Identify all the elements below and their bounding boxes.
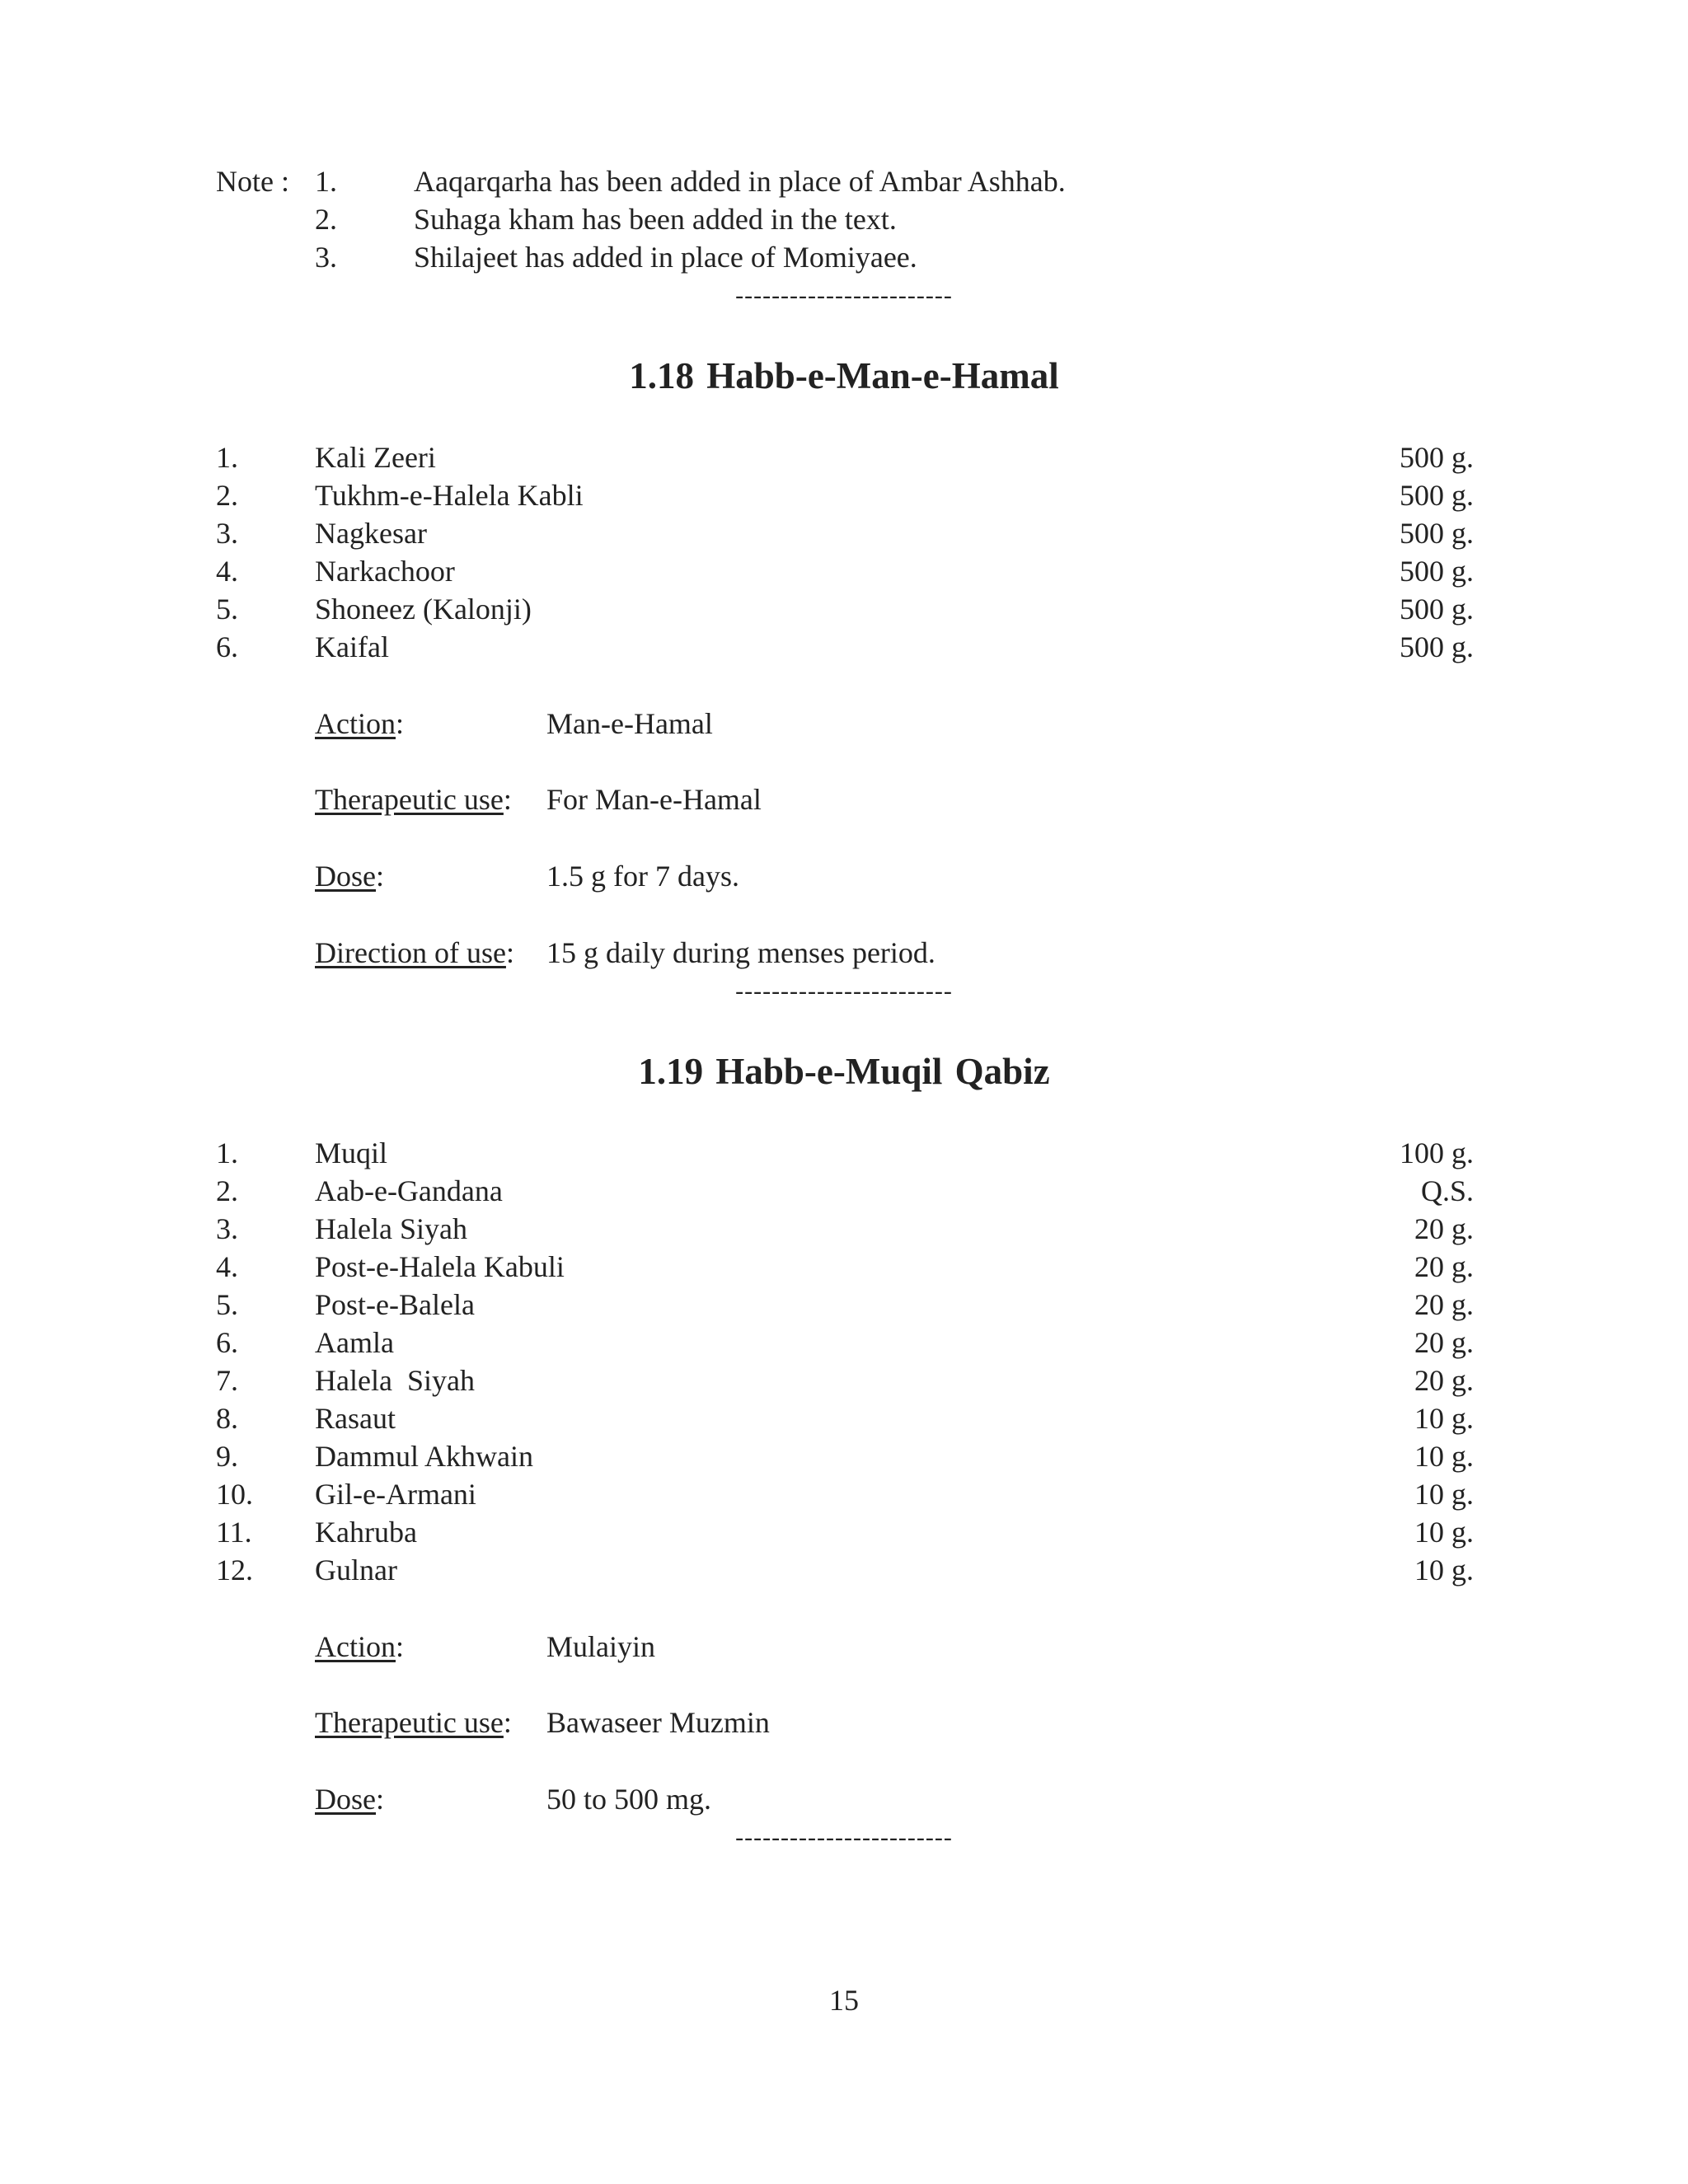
- property-label: Therapeutic use:: [315, 1706, 512, 1739]
- page-number: 15: [829, 1984, 859, 2017]
- property-value: 15 g daily during menses period.: [546, 936, 935, 969]
- ingredient-name: Post-e-Halela Kabuli: [315, 1250, 565, 1283]
- ingredient-row: [0, 1248, 1688, 1286]
- ingredient-row: [0, 1286, 1688, 1324]
- ingredient-quantity: 10 g.: [1414, 1440, 1474, 1473]
- ingredient-row: [0, 1399, 1688, 1437]
- property-row-dose: [0, 1780, 1688, 1818]
- ingredient-quantity: 10 g.: [1414, 1554, 1474, 1586]
- ingredient-name: Muqil: [315, 1137, 388, 1169]
- property-value: Mulaiyin: [546, 1630, 655, 1663]
- ingredient-number: 2.: [216, 1174, 238, 1207]
- ingredient-number: 5.: [216, 1288, 238, 1321]
- ingredient-row: [0, 476, 1688, 514]
- ingredient-quantity: 10 g.: [1414, 1478, 1474, 1511]
- ingredient-quantity: 500 g.: [1400, 441, 1474, 474]
- ingredient-quantity: 500 g.: [1400, 555, 1474, 588]
- note-item-text: Shilajeet has added in place of Momiyaee.: [414, 241, 917, 274]
- ingredient-name: Kahruba: [315, 1516, 417, 1549]
- ingredient-row: [0, 514, 1688, 552]
- ingredient-row: [0, 1324, 1688, 1361]
- ingredient-row: [0, 1210, 1688, 1248]
- ingredient-name: Nagkesar: [315, 517, 427, 550]
- ingredient-name: Halela Siyah: [315, 1212, 467, 1245]
- note-item-number: 3.: [315, 241, 337, 274]
- section-separator: ------------------------: [735, 977, 953, 1005]
- property-value: 50 to 500 mg.: [546, 1783, 712, 1816]
- ingredient-row: [0, 590, 1688, 628]
- ingredient-number: 1.: [216, 441, 238, 474]
- ingredient-number: 7.: [216, 1364, 238, 1397]
- section-separator: ------------------------: [735, 1824, 953, 1851]
- ingredient-quantity: 100 g.: [1400, 1137, 1474, 1169]
- ingredient-quantity: 500 g.: [1400, 517, 1474, 550]
- ingredient-row: [0, 552, 1688, 590]
- ingredient-quantity: 20 g.: [1414, 1288, 1474, 1321]
- note-item-number: 2.: [315, 203, 337, 236]
- ingredient-quantity: 500 g.: [1400, 630, 1474, 663]
- property-row-dose: [0, 857, 1688, 895]
- property-label: Direction of use:: [315, 936, 514, 969]
- property-row-therapeutic-use: [0, 780, 1688, 818]
- ingredient-name: Narkachoor: [315, 555, 455, 588]
- ingredient-name: Gil-e-Armani: [315, 1478, 476, 1511]
- ingredient-number: 6.: [216, 1326, 238, 1359]
- property-value: For Man-e-Hamal: [546, 783, 762, 816]
- ingredient-row: [0, 1475, 1688, 1513]
- note-item-text: Aaqarqarha has been added in place of Ambar Ashhab.: [414, 165, 1066, 198]
- ingredient-number: 8.: [216, 1402, 238, 1435]
- ingredient-name: Aab-e-Gandana: [315, 1174, 503, 1207]
- ingredient-name: Rasaut: [315, 1402, 396, 1435]
- property-label: Action:: [315, 1630, 404, 1663]
- ingredient-quantity: 20 g.: [1414, 1212, 1474, 1245]
- section-title: 1.19 Habb-e-Muqil Qabiz: [638, 1051, 1050, 1092]
- ingredient-number: 4.: [216, 1250, 238, 1283]
- property-row-action: [0, 1628, 1688, 1666]
- note-item-text: Suhaga kham has been added in the text.: [414, 203, 897, 236]
- ingredient-name: Gulnar: [315, 1554, 397, 1586]
- property-label: Action:: [315, 707, 404, 740]
- ingredient-quantity: 10 g.: [1414, 1516, 1474, 1549]
- property-row-therapeutic-use: [0, 1704, 1688, 1741]
- property-value: Man-e-Hamal: [546, 707, 713, 740]
- ingredient-number: 9.: [216, 1440, 238, 1473]
- ingredient-row: [0, 1361, 1688, 1399]
- property-label: Dose:: [315, 860, 385, 893]
- ingredient-name: Kali Zeeri: [315, 441, 436, 474]
- ingredient-row: [0, 628, 1688, 666]
- ingredient-quantity: Q.S.: [1420, 1174, 1474, 1207]
- ingredient-quantity: 20 g.: [1414, 1364, 1474, 1397]
- ingredient-quantity: 20 g.: [1414, 1250, 1474, 1283]
- ingredient-quantity: 10 g.: [1414, 1402, 1474, 1435]
- ingredient-name: Shoneez (Kalonji): [315, 593, 532, 626]
- ingredient-number: 1.: [216, 1137, 238, 1169]
- ingredient-name: Post-e-Balela: [315, 1288, 475, 1321]
- ingredient-number: 5.: [216, 593, 238, 626]
- ingredient-number: 10.: [216, 1478, 253, 1511]
- note-label: Note :: [216, 165, 289, 198]
- ingredient-row: [0, 1134, 1688, 1172]
- property-value: 1.5 g for 7 days.: [546, 860, 739, 893]
- ingredient-quantity: 20 g.: [1414, 1326, 1474, 1359]
- ingredient-number: 3.: [216, 517, 238, 550]
- property-value: Bawaseer Muzmin: [546, 1706, 770, 1739]
- ingredient-number: 12.: [216, 1554, 253, 1586]
- ingredient-name: Aamla: [315, 1326, 394, 1359]
- ingredient-row: [0, 1551, 1688, 1589]
- ingredient-row: [0, 1513, 1688, 1551]
- ingredient-row: [0, 1172, 1688, 1210]
- property-row-action: [0, 705, 1688, 743]
- ingredient-name: Dammul Akhwain: [315, 1440, 533, 1473]
- section-separator: ------------------------: [735, 282, 953, 309]
- property-label: Dose:: [315, 1783, 385, 1816]
- ingredient-number: 6.: [216, 630, 238, 663]
- ingredient-number: 2.: [216, 479, 238, 512]
- ingredient-number: 4.: [216, 555, 238, 588]
- note-item-number: 1.: [315, 165, 337, 198]
- ingredient-name: Kaifal: [315, 630, 389, 663]
- property-row-direction-of-use: [0, 934, 1688, 972]
- ingredient-number: 11.: [216, 1516, 252, 1549]
- ingredient-name: Halela Siyah: [315, 1364, 475, 1397]
- ingredient-name: Tukhm-e-Halela Kabli: [315, 479, 584, 512]
- ingredient-row: [0, 1437, 1688, 1475]
- section-title: 1.18 Habb-e-Man-e-Hamal: [629, 355, 1059, 396]
- ingredient-row: [0, 438, 1688, 476]
- property-label: Therapeutic use:: [315, 783, 512, 816]
- ingredient-quantity: 500 g.: [1400, 593, 1474, 626]
- ingredient-number: 3.: [216, 1212, 238, 1245]
- ingredient-quantity: 500 g.: [1400, 479, 1474, 512]
